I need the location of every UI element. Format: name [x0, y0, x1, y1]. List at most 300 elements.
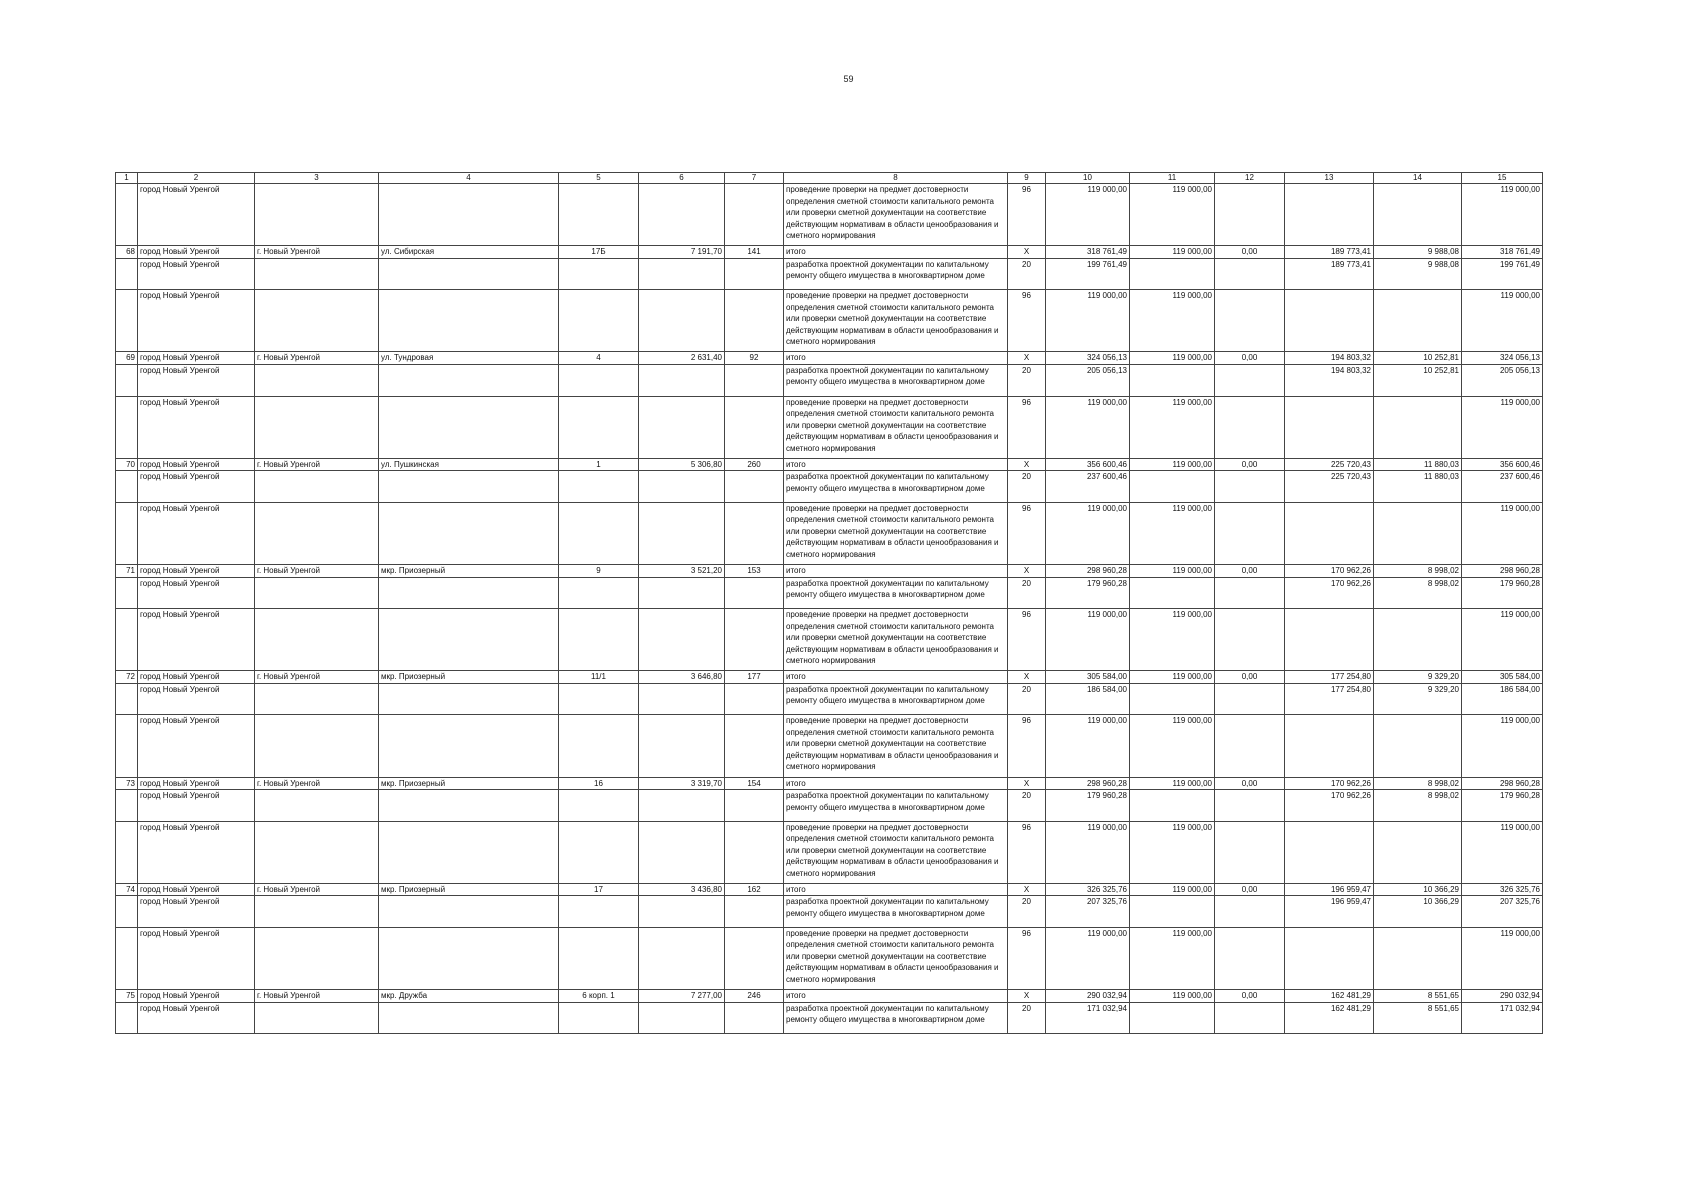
street-cell	[379, 184, 559, 246]
column-15-cell: 298 960,28	[1462, 565, 1543, 578]
column-header: 6	[639, 173, 725, 184]
column-12-cell	[1215, 364, 1285, 396]
house-number-cell: 11/1	[559, 671, 639, 684]
table-row	[116, 683, 1543, 715]
residents-cell	[725, 364, 784, 396]
column-header: 9	[1008, 173, 1046, 184]
locality-cell	[255, 502, 379, 564]
work-code-cell: 96	[1008, 821, 1046, 883]
total-cost-cell: 119 000,00	[1046, 715, 1130, 777]
column-11-cell: 119 000,00	[1130, 609, 1215, 671]
municipality-cell: город Новый Уренгой	[138, 258, 255, 290]
residents-cell: 177	[725, 671, 784, 684]
street-cell	[379, 502, 559, 564]
row-number-cell	[116, 790, 138, 822]
row-number-cell	[116, 683, 138, 715]
total-cost-cell: 298 960,28	[1046, 565, 1130, 578]
total-cost-cell: 119 000,00	[1046, 821, 1130, 883]
column-14-cell: 10 252,81	[1374, 352, 1462, 365]
total-cost-cell: 356 600,46	[1046, 458, 1130, 471]
column-11-cell: 119 000,00	[1130, 671, 1215, 684]
row-number-cell: 70	[116, 458, 138, 471]
work-code-cell: 20	[1008, 364, 1046, 396]
column-11-cell: 119 000,00	[1130, 715, 1215, 777]
street-cell	[379, 396, 559, 458]
area-cell	[639, 258, 725, 290]
column-header: 7	[725, 173, 784, 184]
column-13-cell: 170 962,26	[1285, 565, 1374, 578]
column-11-cell	[1130, 1002, 1215, 1034]
column-12-cell: 0,00	[1215, 458, 1285, 471]
locality-cell	[255, 790, 379, 822]
total-cost-cell: 119 000,00	[1046, 290, 1130, 352]
column-11-cell: 119 000,00	[1130, 352, 1215, 365]
area-cell	[639, 927, 725, 989]
residents-cell: 260	[725, 458, 784, 471]
area-cell	[639, 364, 725, 396]
municipality-cell: город Новый Уренгой	[138, 683, 255, 715]
work-type-cell: проведение проверки на предмет достоверности определения сметной стоимости капитального ремонта или проверки сметной документации на соответствие действующим нормативам в области ценообразования и сметного нормирования	[784, 184, 1008, 246]
work-type-cell: проведение проверки на предмет достоверности определения сметной стоимости капитального ремонта или проверки сметной документации на соответствие действующим нормативам в области ценообразования и сметного нормирования	[784, 396, 1008, 458]
total-cost-cell: 119 000,00	[1046, 184, 1130, 246]
work-type-cell: итого	[784, 990, 1008, 1003]
municipality-cell: город Новый Уренгой	[138, 502, 255, 564]
column-15-cell: 298 960,28	[1462, 777, 1543, 790]
column-12-cell: 0,00	[1215, 883, 1285, 896]
column-15-cell: 326 325,76	[1462, 883, 1543, 896]
column-15-cell: 119 000,00	[1462, 290, 1543, 352]
area-cell: 2 631,40	[639, 352, 725, 365]
table-row	[116, 927, 1543, 989]
work-code-cell: X	[1008, 458, 1046, 471]
row-number-cell	[116, 927, 138, 989]
column-15-cell: 119 000,00	[1462, 715, 1543, 777]
street-cell	[379, 821, 559, 883]
municipality-cell: город Новый Уренгой	[138, 790, 255, 822]
street-cell: ул. Тундровая	[379, 352, 559, 365]
column-15-cell: 119 000,00	[1462, 821, 1543, 883]
municipality-cell: город Новый Уренгой	[138, 609, 255, 671]
column-13-cell	[1285, 715, 1374, 777]
column-13-cell: 194 803,32	[1285, 364, 1374, 396]
work-code-cell: X	[1008, 671, 1046, 684]
locality-cell	[255, 184, 379, 246]
column-11-cell: 119 000,00	[1130, 396, 1215, 458]
column-14-cell: 10 252,81	[1374, 364, 1462, 396]
house-number-cell	[559, 821, 639, 883]
total-cost-cell: 171 032,94	[1046, 1002, 1130, 1034]
column-13-cell: 170 962,26	[1285, 577, 1374, 609]
locality-cell	[255, 577, 379, 609]
column-14-cell: 8 998,02	[1374, 790, 1462, 822]
residents-cell	[725, 184, 784, 246]
municipality-cell: город Новый Уренгой	[138, 896, 255, 928]
table-row	[116, 715, 1543, 777]
work-type-cell: проведение проверки на предмет достоверности определения сметной стоимости капитального ремонта или проверки сметной документации на соответствие действующим нормативам в области ценообразования и сметного нормирования	[784, 502, 1008, 564]
residents-cell	[725, 396, 784, 458]
column-12-cell	[1215, 502, 1285, 564]
column-13-cell: 177 254,80	[1285, 683, 1374, 715]
register-table	[115, 172, 1543, 1034]
work-type-cell: разработка проектной документации по капитальному ремонту общего имущества в многоквартирном доме	[784, 577, 1008, 609]
area-cell	[639, 609, 725, 671]
house-number-cell	[559, 502, 639, 564]
work-code-cell: X	[1008, 565, 1046, 578]
column-header: 8	[784, 173, 1008, 184]
area-cell: 7 191,70	[639, 246, 725, 259]
municipality-cell: город Новый Уренгой	[138, 1002, 255, 1034]
locality-cell	[255, 715, 379, 777]
work-code-cell: 20	[1008, 896, 1046, 928]
residents-cell	[725, 258, 784, 290]
house-number-cell	[559, 471, 639, 503]
house-number-cell	[559, 396, 639, 458]
column-12-cell	[1215, 290, 1285, 352]
column-header: 15	[1462, 173, 1543, 184]
residents-cell: 141	[725, 246, 784, 259]
column-14-cell	[1374, 396, 1462, 458]
column-14-cell	[1374, 715, 1462, 777]
residents-cell	[725, 1002, 784, 1034]
table-row	[116, 396, 1543, 458]
column-14-cell: 9 329,20	[1374, 683, 1462, 715]
street-cell: мкр. Дружба	[379, 990, 559, 1003]
total-cost-cell: 290 032,94	[1046, 990, 1130, 1003]
work-code-cell: 96	[1008, 184, 1046, 246]
row-number-cell	[116, 258, 138, 290]
area-cell	[639, 471, 725, 503]
municipality-cell: город Новый Уренгой	[138, 246, 255, 259]
column-15-cell: 179 960,28	[1462, 577, 1543, 609]
column-12-cell	[1215, 396, 1285, 458]
column-12-cell	[1215, 609, 1285, 671]
area-cell: 3 646,80	[639, 671, 725, 684]
house-number-cell	[559, 715, 639, 777]
column-header: 4	[379, 173, 559, 184]
work-code-cell: 20	[1008, 471, 1046, 503]
column-15-cell: 237 600,46	[1462, 471, 1543, 503]
column-11-cell	[1130, 258, 1215, 290]
work-code-cell: 96	[1008, 502, 1046, 564]
total-cost-cell: 237 600,46	[1046, 471, 1130, 503]
work-type-cell: проведение проверки на предмет достоверности определения сметной стоимости капитального ремонта или проверки сметной документации на соответствие действующим нормативам в области ценообразования и сметного нормирования	[784, 609, 1008, 671]
column-13-cell: 225 720,43	[1285, 458, 1374, 471]
column-15-cell: 318 761,49	[1462, 246, 1543, 259]
column-15-cell: 119 000,00	[1462, 502, 1543, 564]
street-cell	[379, 577, 559, 609]
column-header: 5	[559, 173, 639, 184]
area-cell	[639, 1002, 725, 1034]
column-15-cell: 119 000,00	[1462, 184, 1543, 246]
column-15-cell: 199 761,49	[1462, 258, 1543, 290]
column-12-cell: 0,00	[1215, 565, 1285, 578]
row-number-cell: 69	[116, 352, 138, 365]
residents-cell: 154	[725, 777, 784, 790]
residents-cell: 153	[725, 565, 784, 578]
table-row	[116, 364, 1543, 396]
row-number-cell: 72	[116, 671, 138, 684]
area-cell	[639, 577, 725, 609]
column-header: 14	[1374, 173, 1462, 184]
column-13-cell: 162 481,29	[1285, 1002, 1374, 1034]
column-header: 11	[1130, 173, 1215, 184]
column-header: 2	[138, 173, 255, 184]
column-13-cell	[1285, 396, 1374, 458]
column-11-cell: 119 000,00	[1130, 990, 1215, 1003]
table-row	[116, 821, 1543, 883]
column-14-cell: 8 998,02	[1374, 565, 1462, 578]
column-12-cell	[1215, 471, 1285, 503]
locality-cell	[255, 821, 379, 883]
row-number-cell	[116, 471, 138, 503]
total-cost-cell: 199 761,49	[1046, 258, 1130, 290]
column-11-cell	[1130, 790, 1215, 822]
locality-cell: г. Новый Уренгой	[255, 990, 379, 1003]
locality-cell: г. Новый Уренгой	[255, 671, 379, 684]
column-12-cell: 0,00	[1215, 352, 1285, 365]
table-row	[116, 184, 1543, 246]
column-11-cell	[1130, 471, 1215, 503]
column-12-cell	[1215, 896, 1285, 928]
house-number-cell	[559, 258, 639, 290]
column-11-cell: 119 000,00	[1130, 184, 1215, 246]
column-header: 10	[1046, 173, 1130, 184]
work-type-cell: итого	[784, 777, 1008, 790]
column-header: 1	[116, 173, 138, 184]
locality-cell	[255, 1002, 379, 1034]
column-14-cell: 9 988,08	[1374, 246, 1462, 259]
street-cell: мкр. Приозерный	[379, 883, 559, 896]
column-15-cell: 207 325,76	[1462, 896, 1543, 928]
street-cell	[379, 896, 559, 928]
work-type-cell: разработка проектной документации по капитальному ремонту общего имущества в многоквартирном доме	[784, 896, 1008, 928]
locality-cell	[255, 683, 379, 715]
column-11-cell: 119 000,00	[1130, 777, 1215, 790]
column-12-cell	[1215, 258, 1285, 290]
column-11-cell	[1130, 896, 1215, 928]
column-12-cell	[1215, 683, 1285, 715]
row-number-cell	[116, 184, 138, 246]
municipality-cell: город Новый Уренгой	[138, 184, 255, 246]
house-number-cell	[559, 290, 639, 352]
column-15-cell: 305 584,00	[1462, 671, 1543, 684]
residents-cell: 246	[725, 990, 784, 1003]
work-code-cell: X	[1008, 883, 1046, 896]
table-row	[116, 790, 1543, 822]
municipality-cell: город Новый Уренгой	[138, 671, 255, 684]
work-type-cell: проведение проверки на предмет достоверности определения сметной стоимости капитального ремонта или проверки сметной документации на соответствие действующим нормативам в области ценообразования и сметного нормирования	[784, 715, 1008, 777]
residents-cell	[725, 502, 784, 564]
work-type-cell: разработка проектной документации по капитальному ремонту общего имущества в многоквартирном доме	[784, 790, 1008, 822]
column-13-cell: 177 254,80	[1285, 671, 1374, 684]
municipality-cell: город Новый Уренгой	[138, 565, 255, 578]
house-number-cell: 1	[559, 458, 639, 471]
column-12-cell	[1215, 577, 1285, 609]
street-cell: ул. Пушкинская	[379, 458, 559, 471]
work-type-cell: итого	[784, 246, 1008, 259]
municipality-cell: город Новый Уренгой	[138, 927, 255, 989]
total-cost-cell: 324 056,13	[1046, 352, 1130, 365]
row-number-cell	[116, 502, 138, 564]
column-13-cell: 189 773,41	[1285, 258, 1374, 290]
house-number-cell: 17	[559, 883, 639, 896]
area-cell	[639, 715, 725, 777]
house-number-cell: 6 корп. 1	[559, 990, 639, 1003]
column-14-cell	[1374, 821, 1462, 883]
column-13-cell: 170 962,26	[1285, 777, 1374, 790]
residents-cell	[725, 927, 784, 989]
house-number-cell	[559, 927, 639, 989]
column-13-cell	[1285, 502, 1374, 564]
locality-cell	[255, 927, 379, 989]
residents-cell	[725, 821, 784, 883]
column-14-cell	[1374, 927, 1462, 989]
column-11-cell: 119 000,00	[1130, 290, 1215, 352]
row-number-cell	[116, 821, 138, 883]
table-row	[116, 777, 1543, 790]
row-number-cell: 75	[116, 990, 138, 1003]
column-14-cell: 8 998,02	[1374, 577, 1462, 609]
total-cost-cell: 298 960,28	[1046, 777, 1130, 790]
total-cost-cell: 179 960,28	[1046, 790, 1130, 822]
area-cell	[639, 184, 725, 246]
column-14-cell: 9 329,20	[1374, 671, 1462, 684]
column-number-header-row	[116, 173, 1543, 184]
area-cell	[639, 290, 725, 352]
house-number-cell	[559, 896, 639, 928]
table-body	[116, 173, 1543, 1034]
total-cost-cell: 186 584,00	[1046, 683, 1130, 715]
street-cell: ул. Сибирская	[379, 246, 559, 259]
column-15-cell: 324 056,13	[1462, 352, 1543, 365]
residents-cell	[725, 683, 784, 715]
row-number-cell	[116, 609, 138, 671]
column-15-cell: 186 584,00	[1462, 683, 1543, 715]
locality-cell	[255, 258, 379, 290]
table-row	[116, 609, 1543, 671]
street-cell	[379, 715, 559, 777]
residents-cell	[725, 790, 784, 822]
street-cell	[379, 258, 559, 290]
street-cell	[379, 609, 559, 671]
locality-cell: г. Новый Уренгой	[255, 458, 379, 471]
column-15-cell: 119 000,00	[1462, 927, 1543, 989]
work-code-cell: 96	[1008, 396, 1046, 458]
work-type-cell: итого	[784, 883, 1008, 896]
table-row	[116, 565, 1543, 578]
column-13-cell	[1285, 821, 1374, 883]
locality-cell	[255, 471, 379, 503]
area-cell	[639, 790, 725, 822]
municipality-cell: город Новый Уренгой	[138, 352, 255, 365]
house-number-cell	[559, 683, 639, 715]
total-cost-cell: 119 000,00	[1046, 396, 1130, 458]
column-14-cell	[1374, 184, 1462, 246]
table-row	[116, 577, 1543, 609]
work-code-cell: X	[1008, 990, 1046, 1003]
row-number-cell	[116, 364, 138, 396]
column-14-cell: 8 551,65	[1374, 990, 1462, 1003]
row-number-cell	[116, 290, 138, 352]
locality-cell	[255, 364, 379, 396]
column-12-cell	[1215, 1002, 1285, 1034]
column-14-cell: 8 998,02	[1374, 777, 1462, 790]
column-15-cell: 356 600,46	[1462, 458, 1543, 471]
work-code-cell: 96	[1008, 927, 1046, 989]
column-14-cell: 11 880,03	[1374, 471, 1462, 503]
locality-cell	[255, 609, 379, 671]
total-cost-cell: 205 056,13	[1046, 364, 1130, 396]
area-cell	[639, 683, 725, 715]
residents-cell	[725, 577, 784, 609]
row-number-cell: 73	[116, 777, 138, 790]
work-code-cell: 96	[1008, 290, 1046, 352]
residents-cell	[725, 290, 784, 352]
area-cell: 3 319,70	[639, 777, 725, 790]
work-type-cell: разработка проектной документации по капитальному ремонту общего имущества в многоквартирном доме	[784, 1002, 1008, 1034]
house-number-cell: 9	[559, 565, 639, 578]
house-number-cell: 16	[559, 777, 639, 790]
row-number-cell: 68	[116, 246, 138, 259]
column-11-cell: 119 000,00	[1130, 246, 1215, 259]
column-13-cell	[1285, 609, 1374, 671]
column-12-cell: 0,00	[1215, 246, 1285, 259]
column-11-cell: 119 000,00	[1130, 565, 1215, 578]
table-row	[116, 502, 1543, 564]
column-header: 13	[1285, 173, 1374, 184]
column-15-cell: 179 960,28	[1462, 790, 1543, 822]
house-number-cell	[559, 184, 639, 246]
work-type-cell: разработка проектной документации по капитальному ремонту общего имущества в многоквартирном доме	[784, 364, 1008, 396]
row-number-cell	[116, 396, 138, 458]
column-14-cell: 10 366,29	[1374, 883, 1462, 896]
column-11-cell: 119 000,00	[1130, 883, 1215, 896]
table-row	[116, 458, 1543, 471]
work-code-cell: X	[1008, 246, 1046, 259]
work-code-cell: 20	[1008, 258, 1046, 290]
table-row	[116, 883, 1543, 896]
row-number-cell	[116, 577, 138, 609]
work-type-cell: разработка проектной документации по капитальному ремонту общего имущества в многоквартирном доме	[784, 258, 1008, 290]
house-number-cell	[559, 790, 639, 822]
column-14-cell: 11 880,03	[1374, 458, 1462, 471]
row-number-cell	[116, 715, 138, 777]
municipality-cell: город Новый Уренгой	[138, 290, 255, 352]
column-13-cell: 162 481,29	[1285, 990, 1374, 1003]
work-code-cell: X	[1008, 777, 1046, 790]
column-12-cell: 0,00	[1215, 777, 1285, 790]
table-row	[116, 290, 1543, 352]
work-code-cell: 20	[1008, 790, 1046, 822]
house-number-cell: 17Б	[559, 246, 639, 259]
work-type-cell: разработка проектной документации по капитальному ремонту общего имущества в многоквартирном доме	[784, 683, 1008, 715]
area-cell: 7 277,00	[639, 990, 725, 1003]
column-13-cell: 189 773,41	[1285, 246, 1374, 259]
column-14-cell: 9 988,08	[1374, 258, 1462, 290]
column-11-cell: 119 000,00	[1130, 502, 1215, 564]
column-12-cell	[1215, 184, 1285, 246]
column-11-cell: 119 000,00	[1130, 927, 1215, 989]
municipality-cell: город Новый Уренгой	[138, 715, 255, 777]
house-number-cell	[559, 1002, 639, 1034]
area-cell: 3 436,80	[639, 883, 725, 896]
work-type-cell: итого	[784, 352, 1008, 365]
total-cost-cell: 119 000,00	[1046, 609, 1130, 671]
municipality-cell: город Новый Уренгой	[138, 883, 255, 896]
table-row	[116, 671, 1543, 684]
table-row	[116, 258, 1543, 290]
column-15-cell: 205 056,13	[1462, 364, 1543, 396]
